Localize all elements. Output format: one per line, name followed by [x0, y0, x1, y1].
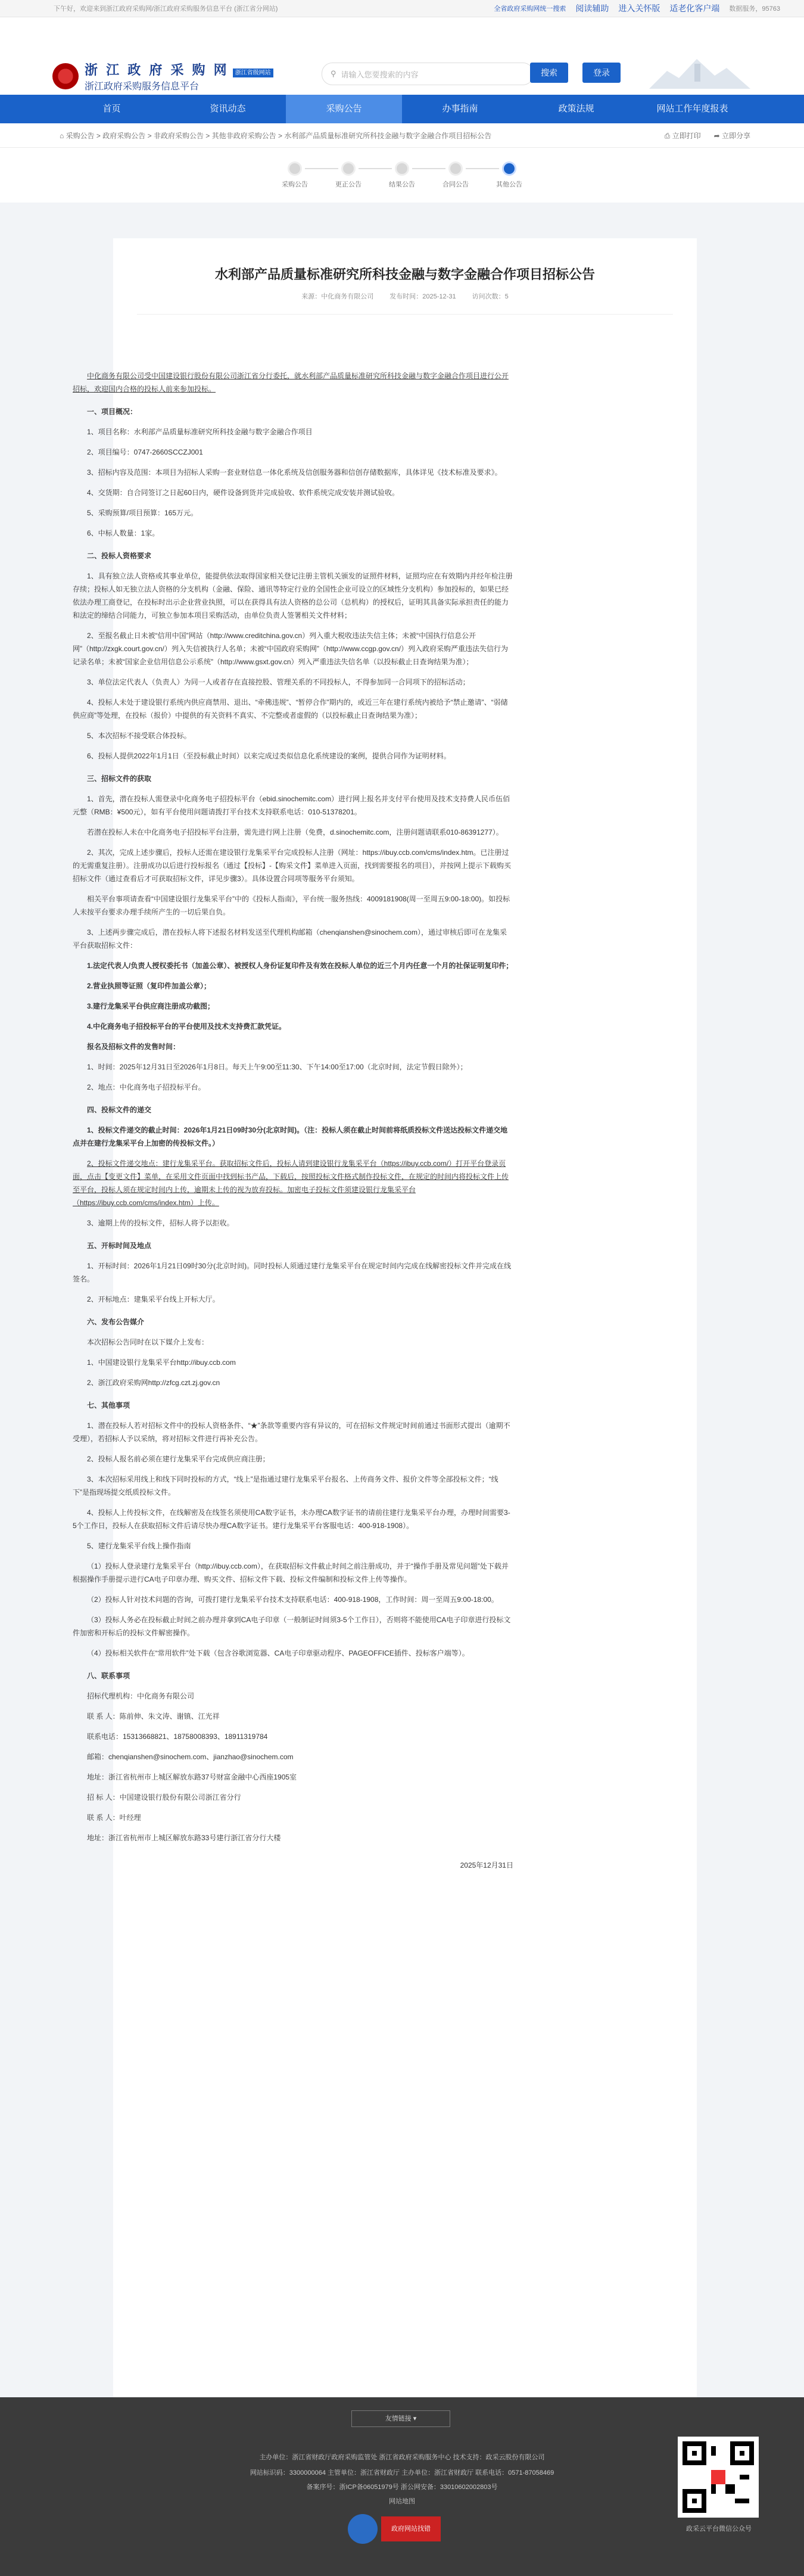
nav-news[interactable]: 资讯动态	[210, 104, 246, 114]
care-mode-link[interactable]: 进入关怀版	[618, 4, 660, 13]
article-paragraph: 1、潜在投标人若对招标文件中的投标人资格条件、“★”条款等重要内容有异议的，可在招标文件规定时间前通过书面形式提出（逾期不受理），若招标人予以采纳，将对招标文件进行再补充公告。	[73, 1421, 510, 1443]
share-label: 立即分享	[721, 131, 750, 140]
article-views: 访问次数：5	[472, 293, 509, 300]
article-paragraph: 3、上述两步骤完成后，潜在投标人将下述报名材料发送至代理机构邮箱（chenqianshen@sinochem.com），通过审核后即可在龙集采平台获取招标文件：	[73, 928, 507, 950]
search-button[interactable]: 搜索	[530, 63, 568, 83]
login-button[interactable]: 登录	[582, 63, 621, 83]
step-label: 合同公告	[442, 181, 469, 188]
site-header	[0, 17, 804, 95]
step-dot	[288, 161, 302, 176]
nav-annual-report[interactable]: 网站工作年度报表	[656, 104, 728, 114]
nav-policy[interactable]: 政策法规	[558, 104, 594, 114]
qr-caption: 政采云平台微信公众号	[686, 2525, 752, 2533]
step-label: 结果公告	[389, 181, 415, 188]
emblem-icon	[52, 63, 79, 89]
breadcrumb-bar	[0, 123, 804, 148]
article-paragraph: 地址：浙江省杭州市上城区解放东路33号建行浙江省分行大楼	[87, 1834, 281, 1842]
site-tag: 浙江省级网站	[233, 69, 273, 77]
section-heading: 七、其他事项	[87, 1401, 130, 1410]
article-paragraph: 4、交货期：自合同签订之日起60日内，硬件设备到货并完成验收、软件系统完成安装并测试验收。	[87, 489, 400, 497]
article-paragraph: 中化商务有限公司受中国建设银行股份有限公司浙江省分行委托，就水利部产品质量标准研究所科技金融与数字金融合作项目进行公开招标，欢迎国内合格的投标人前来参加投标。	[73, 372, 509, 393]
gov-badge-icon[interactable]	[348, 2514, 378, 2544]
article-paragraph: 4、投标人未处于建设银行系统内供应商禁用、退出、“牵佛违规”、“暂停合作”期内的，或近三年在建行系统内被给予“禁止邀请”、“弱储供应商”等处理，在投标（报价）中提供的有关资料不真实、不完整或者虚假的（以投标截止日查询结果为准）；	[73, 698, 508, 720]
service-hotline: 数据服务，95763	[729, 5, 780, 13]
article-paragraph: 地址：浙江省杭州市上城区解放东路37号财富金融中心西座1905室	[87, 1773, 297, 1781]
site-footer	[0, 2397, 804, 2576]
article-paragraph: 2、浙江政府采购网http://zfcg.czt.zj.gov.cn	[87, 1379, 220, 1387]
article-paragraph: 2、其次，完成上述步骤后，投标人还需在建设银行龙集采平台完成投标人注册（网址：https://ibuy.ccb.com/cms/index.htm。已注册过的无需重复注册）。注册成功以后进行投标报名（通过【投标】-【购采文件】菜单进入页面，找到需要报名的项目），并按网上提示下载购买招标文件（通过查看后才可获取招标文件，详见步骤3）。具体设置合同项等服务平台须知。	[73, 848, 512, 883]
article-paragraph: 招 标 人：中国建设银行股份有限公司浙江省分行	[87, 1793, 241, 1802]
article-paragraph: 1、首先，潜在投标人需登录中化商务电子招投标平台（ebid.sinochemitc.com）进行网上报名并支付平台使用及技术支持费人民币伍佰元整（RMB：¥500元），如有平台使用问题请拨打平台技术支持联系电话：010-51378201。	[73, 795, 510, 816]
site-logo[interactable]	[52, 60, 273, 92]
article-paragraph: 4、投标人上传投标文件，在线解密及在线签名须使用CA数字证书，未办理CA数字证书的请前往建行龙集采平台办理，办理时间需要3-5个工作日，投标人在获取招标文件后请尽快办理CA数字证书。建行龙集采平台客服电话：400-918-1908）。	[73, 1508, 510, 1530]
article-paragraph: 2.营业执照等证照（复印件加盖公章）；	[87, 982, 211, 990]
article-paragraph: 1、中国建设银行龙集采平台http://ibuy.ccb.com	[87, 1358, 236, 1367]
top-bar	[0, 0, 804, 17]
article-paragraph: 3、逾期上传的投标文件，招标人将予以拒收。	[87, 1219, 234, 1227]
divider	[137, 314, 673, 315]
article-paragraph: 联 系 人：陈前伸、朱文涛、谢镇、江光祥	[87, 1712, 220, 1721]
article-paragraph: （1）投标人登录建行龙集采平台（http://ibuy.ccb.com），在获取招标文件截止时间之前注册成功，并于“操作手册及常见问题”处下载并根据操作手册提示进行CA电子印章办理、购买文件、招标文件下载、投标文件编制和投标文件上传等操作。	[73, 1562, 509, 1583]
article-title: 水利部产品质量标准研究所科技金融与数字金融合作项目招标公告	[214, 267, 595, 282]
footer-icp[interactable]: 备案序号：浙ICP备06051979号 浙公网安备：33010602002803号	[306, 2484, 498, 2491]
article-paragraph: （3）投标人务必在投标截止时间之前办理并拿到CA电子印章（一般制证时间须3-5个工作日），否则将不能使用CA电子印章进行投标文件加密和开标后的投标文件解密操作。	[73, 1616, 511, 1637]
article-paragraph: 6、投标人提供2022年1月1日（至投标截止时间）以来完成过类似信息化系统建设的案例，提供合同作为证明材料。	[87, 752, 451, 760]
printer-icon: ⎙	[664, 131, 672, 140]
article-paragraph: 2、项目编号：0747-2660SCCZJ001	[87, 448, 203, 456]
step-dot-active	[502, 161, 516, 176]
article-paragraph: 2、投标人报名前必须在建行龙集采平台完成供应商注册；	[87, 1455, 270, 1463]
search-input[interactable]	[322, 63, 534, 85]
article-paragraph: 报名及招标文件的发售时间：	[87, 1043, 180, 1051]
article-paragraph: 相关平台事项请查看“中国建设银行龙集采平台”中的《投标人指南》，平台统一服务热线：4009181908(周一至周五9:00-18:00)。如投标人未按平台要求办理手续所产生的一切后果自负。	[73, 895, 510, 916]
section-heading: 五、开标时间及地点	[87, 1242, 152, 1250]
article-paragraph: 3、单位法定代表人（负责人）为同一人或者存在直接控股、管理关系的不同投标人，不得参加同一合同项下的招标活动；	[87, 678, 470, 686]
step-result[interactable]	[375, 161, 429, 189]
article-paragraph: 2、地点：中化商务电子招投标平台。	[87, 1083, 205, 1091]
home-icon: ⌂	[60, 131, 66, 140]
print-button[interactable]	[665, 130, 701, 141]
step-other[interactable]	[482, 161, 536, 189]
share-button[interactable]	[714, 130, 750, 141]
article-paragraph: 2、投标文件递交地点：建行龙集采平台。获取招标文件后，投标人请到建设银行龙集采平台（https://ibuy.ccb.com/）打开平台登录页面，点击【变更文件】菜单，在采用文件页面中找到标书产品，下载后，按照投标文件格式制作投标文件，在规定的时间内将投标文件上传至平台，投标人须在规定时间内上传，逾期未上传的视为放弃投标。加密电子投标文件须建设银行龙集采平台（https://ibuy.ccb.com/cms/index.htm）上传。	[73, 1159, 509, 1207]
step-dot	[395, 161, 409, 176]
signature-date: 2025年12月31日	[460, 1861, 513, 1869]
print-label: 立即打印	[672, 131, 701, 140]
article-paragraph: 2、至报名截止日未被“信用中国”网站（http://www.creditchina.gov.cn）列入重大税收违法失信主体；未被“中国执行信息公开网”（http://zxgk.court.gov.cn/）列入失信被执行人名单；未被“中国政府采购网”（http://www.ccgp.gov.cn/）列入政府采购严重违法失信行为记录名单；未被“国家企业信用信息公示系统”（http://www.gsxt.gov.cn）列入严重违法失信名单（以投标截止日查询结果为准）；	[73, 631, 508, 666]
article-paragraph: 本次招标公告同时在以下媒介上发布：	[87, 1338, 209, 1346]
article-paragraph: 3.建行龙集采平台供应商注册成功截图；	[87, 1002, 215, 1010]
article-paragraph: 5、采购预算/项目预算：165万元。	[87, 509, 198, 517]
breadcrumb	[60, 130, 491, 141]
share-icon: ➦	[713, 131, 722, 140]
article-paragraph: 1、投标文件递交的截止时间：2026年1月21日09时30分(北京时间)。（注：投标人须在截止时间前将纸质投标文件送达投标文件递交地点并在建行龙集采平台上加密的传投标文件。）	[73, 1126, 508, 1147]
article-paragraph: 1、项目名称：水利部产品质量标准研究所科技金融与数字金融合作项目	[87, 428, 313, 436]
footer-sitemap-link[interactable]: 网站地图	[389, 2498, 415, 2505]
step-label: 更正公告	[335, 181, 362, 188]
report-error-badge[interactable]: 政府网站找错	[381, 2516, 441, 2541]
landscape-decoration	[649, 53, 750, 89]
article-paragraph: 6、中标人数量：1家。	[87, 529, 160, 537]
article-paragraph: 联系电话：15313668821、18758008393、18911319784	[87, 1732, 268, 1741]
step-purchase[interactable]	[268, 161, 322, 189]
section-heading: 一、项目概况：	[87, 407, 138, 416]
welcome-text: 下午好，欢迎来到浙江政府采购网/浙江政府采购服务信息平台 (浙江省分网站)	[54, 5, 278, 13]
step-dot	[341, 161, 356, 176]
article-paragraph: 若潜在投标人未在中化商务电子招投标平台注册，需先进行网上注册（免费，d.sinochemitc.com，注册问题请联系010-86391277）。	[87, 828, 503, 836]
article-date: 发布时间：2025-12-31	[389, 293, 456, 300]
article-paragraph: 1、开标时间：2026年1月21日09时30分(北京时间)。同时投标人须通过建行龙集采平台在规定时间内完成在线解密投标文件并完成在线签名。	[73, 1262, 512, 1283]
footer-site-id: 网站标识码：3300000064 主管单位：浙江省财政厅 主办单位：浙江省财政厅 联系电话：0571-87058469	[250, 2469, 554, 2477]
unified-search-link[interactable]: 全省政府采购网统一搜索	[494, 5, 566, 13]
section-heading: 八、联系事项	[87, 1672, 130, 1680]
step-label: 其他公告	[496, 181, 522, 188]
article-meta	[113, 291, 697, 301]
step-dot	[448, 161, 463, 176]
reading-aid-link[interactable]: 阅读辅助	[575, 4, 609, 13]
article-paragraph: 5、本次招标不接受联合体投标。	[87, 732, 191, 740]
nav-announcements[interactable]: 采购公告	[286, 95, 402, 123]
announcement-steps	[0, 148, 804, 203]
section-heading: 三、招标文件的获取	[87, 774, 152, 783]
site-name: 浙 江 政 府 采 购 网	[85, 63, 229, 77]
friend-links-dropdown[interactable]: 友情链接 ▾	[351, 2410, 450, 2427]
article-paragraph: 2、开标地点：建集采平台线上开标大厅。	[87, 1295, 220, 1303]
article-paragraph: 3、招标内容及范围：本项目为招标人采购一套业财信息一体化系统及信创服务器和信创存储数据库，具体详见《技术标准及要求》。	[87, 468, 502, 477]
article-body	[73, 369, 513, 1879]
article-source: 来源：中化商务有限公司	[301, 293, 374, 300]
article-paragraph: （2）投标人针对技术问题的咨询，可拨打建行龙集采平台技术支持联系电话：400-918-1908，工作时间：周一至周五9:00-18:00。	[87, 1595, 498, 1604]
elderly-client-link[interactable]: 适老化客户端	[669, 4, 720, 13]
section-heading: 四、投标文件的递交	[87, 1106, 152, 1114]
breadcrumb-path[interactable]: 采购公告 > 政府采购公告 > 非政府采购公告 > 其他非政府采购公告 > 水利部产品质量标准研究所科技金融与数字金融合作项目招标公告	[66, 131, 492, 140]
wechat-qr-code	[678, 2437, 759, 2533]
article-paragraph: 邮箱：chenqianshen@sinochem.com、jianzhao@sinochem.com	[87, 1753, 294, 1761]
article-paragraph: （4）投标相关软件在“常用软件”处下载（包含谷歌浏览器、CA电子印章驱动程序、PAGEOFFICE插件、投标客户端等）。	[87, 1649, 469, 1657]
article-paragraph: 1、时间：2025年12月31日至2026年1月8日。每天上午9:00至11:30、下午14:00至17:00（北京时间，法定节假日除外）；	[87, 1063, 468, 1071]
search-icon: ⚲	[331, 69, 336, 78]
step-label: 采购公告	[282, 181, 308, 188]
article-paragraph: 联 系 人：叶经理	[87, 1813, 141, 1822]
search-placeholder: 请输入您要搜索的内容	[341, 70, 419, 79]
nav-home[interactable]: 首页	[102, 104, 121, 114]
main-nav	[0, 95, 804, 123]
section-heading: 六、发布公告媒介	[87, 1318, 145, 1326]
article-paragraph: 1、具有独立法人资格或其事业单位，能提供依法取得国家相关登记注册主管机关颁发的证照件材料，证照均应在有效期内并经年检注册存续；投标人如无独立法人资格的分支机构（金融、保险、通讯等特定行业的全国性企业可设立的区域性分支机构）参加投标的，如果已经依法办理工商登记，在投标时出示企业营业执照，可以在获得具有法人资格的总公司（总机构）的授权后，证明其具备实际承担责任的能力和法定的缔结合同能力，可独立参加本项目采购活动，由单位负责人签署相关文件材料；	[73, 572, 513, 620]
article-paragraph: 1.法定代表人/负责人授权委托书（加盖公章）、被授权人身份证复印件及有效在投标人单位的近三个月内任意一个月的社保证明复印件；	[87, 962, 513, 970]
footer-organizer: 主办单位：浙江省财政厅政府采购监管处 浙江省政府采购服务中心 技术支持：政采云股份有限公司	[259, 2454, 545, 2461]
step-contract[interactable]	[429, 161, 482, 189]
article-paragraph: 4.中化商务电子招投标平台的平台使用及技术支持费汇款凭证。	[87, 1022, 286, 1031]
step-correction[interactable]	[322, 161, 375, 189]
article-paragraph: 3、本次招标采用线上和线下同时投标的方式，“线上”是指通过建行龙集采平台报名、上传商务文件、报价文件等全部投标文件；“线下”是指现场提交纸质投标文件。	[73, 1475, 498, 1497]
article-paragraph: 招标代理机构：中化商务有限公司	[87, 1692, 195, 1700]
site-subname: 浙江政府采购服务信息平台	[85, 82, 200, 92]
qr-icon	[678, 2437, 759, 2518]
article-paragraph: 5、建行龙集采平台线上操作指南	[87, 1542, 191, 1550]
nav-guide[interactable]: 办事指南	[442, 104, 478, 114]
section-heading: 二、投标人资格要求	[87, 552, 152, 560]
